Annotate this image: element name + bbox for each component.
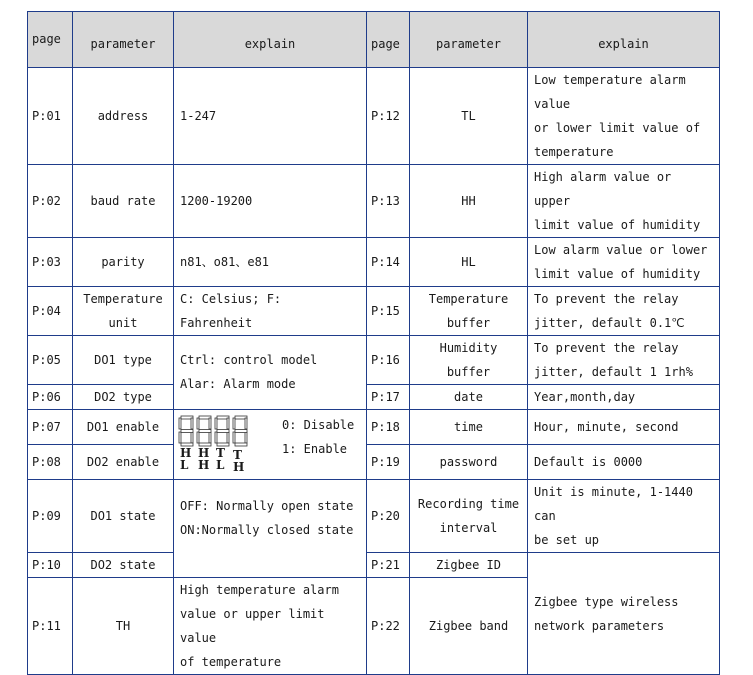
- lcd-letter: L: [180, 457, 189, 472]
- lcd-digit: [178, 415, 194, 447]
- explain-cell: [528, 480, 720, 553]
- explain-cell: 1-247: [174, 68, 367, 165]
- page-cell: P:04: [28, 287, 73, 336]
- page-cell: P:13: [367, 165, 410, 238]
- table-row: [28, 287, 720, 336]
- explain-line: network parameters: [534, 618, 665, 633]
- page-cell: P:06: [28, 385, 73, 410]
- header-explain-right: explain: [528, 12, 720, 68]
- explain-cell: [528, 336, 720, 385]
- page-cell: P:18: [367, 410, 410, 445]
- lcd-digit: [196, 415, 212, 447]
- param-cell: HH: [410, 165, 528, 238]
- explain-line: be set up: [534, 533, 600, 547]
- param-cell: date: [410, 385, 528, 410]
- table-row: [28, 68, 720, 165]
- param-cell: Zigbee band: [410, 578, 528, 675]
- explain-cell: [528, 238, 720, 287]
- explain-line: Unit is minute, 1-1440 can: [534, 485, 693, 523]
- param-cell: DO2 type: [73, 385, 174, 410]
- table-row: [28, 165, 720, 238]
- explain-line: Zigbee type wireless: [534, 594, 679, 609]
- page-cell: P:09: [28, 480, 73, 553]
- header-parameter: parameter: [73, 12, 174, 68]
- lcd-letter: T: [233, 447, 242, 462]
- page-cell: P:03: [28, 238, 73, 287]
- page-cell: P:08: [28, 445, 73, 480]
- table-row: [28, 410, 720, 445]
- page-cell: P:16: [367, 336, 410, 385]
- explain-line: Ctrl: control model: [180, 353, 318, 367]
- param-cell: baud rate: [73, 165, 174, 238]
- param-cell: DO2 enable: [73, 445, 174, 480]
- parameter-table: [27, 11, 720, 675]
- table-row: [28, 336, 720, 385]
- param-cell: time: [410, 410, 528, 445]
- page-cell: P:21: [367, 553, 410, 578]
- explain-line: Low temperature alarm value: [534, 73, 686, 111]
- param-cell: HL: [410, 238, 528, 287]
- param-cell: TH: [73, 578, 174, 675]
- table-row: [28, 480, 720, 553]
- param-line: Recording time: [417, 497, 520, 511]
- explain-cell: [174, 410, 367, 480]
- param-line: interval: [439, 521, 498, 535]
- header-row: [28, 12, 720, 68]
- lcd-letter: T: [216, 445, 225, 460]
- explain-line: Low alarm value or lower: [534, 243, 708, 257]
- lcd-display: [178, 413, 258, 474]
- lcd-letter: H: [198, 445, 210, 460]
- explain-line: of temperature: [180, 655, 282, 669]
- page-cell: P:14: [367, 238, 410, 287]
- page-cell: P:15: [367, 287, 410, 336]
- page-cell: P:17: [367, 385, 410, 410]
- explain-cell: [528, 165, 720, 238]
- explain-cell: Year,month,day: [528, 385, 720, 410]
- table-row: [28, 445, 720, 480]
- header-page: page: [28, 12, 73, 68]
- table-row: [28, 385, 720, 410]
- page-cell: P:20: [367, 480, 410, 553]
- param-cell: [410, 287, 528, 336]
- explain-line: value or upper limit value: [180, 607, 325, 645]
- page-cell: P:11: [28, 578, 73, 675]
- explain-line: jitter, default 0.1℃: [534, 316, 685, 330]
- lcd-digit: [232, 415, 248, 447]
- explain-line: temperature: [534, 145, 614, 159]
- explain-cell: 1200-19200: [174, 165, 367, 238]
- lcd-letter: H: [180, 445, 192, 460]
- param-cell: DO1 state: [73, 480, 174, 553]
- page-cell: P:22: [367, 578, 410, 675]
- page-cell: P:10: [28, 553, 73, 578]
- explain-line: jitter, default 1 1rh%: [534, 365, 693, 379]
- lcd-letter: L: [216, 457, 225, 472]
- param-line: unit: [108, 316, 138, 330]
- header-page-right: page: [367, 12, 410, 68]
- explain-line: High alarm value or upper: [534, 170, 672, 208]
- param-cell: password: [410, 445, 528, 480]
- page-cell: P:07: [28, 410, 73, 445]
- param-line: Temperature: [83, 292, 163, 306]
- explain-cell: Default is 0000: [528, 445, 720, 480]
- param-cell: parity: [73, 238, 174, 287]
- table-row: [28, 553, 720, 578]
- enable-option-enable: 1: Enable: [282, 441, 348, 456]
- param-cell: DO1 type: [73, 336, 174, 385]
- param-cell: DO1 enable: [73, 410, 174, 445]
- header-parameter-right: parameter: [410, 12, 528, 68]
- explain-line: To prevent the relay: [534, 341, 679, 355]
- page-cell: P:01: [28, 68, 73, 165]
- explain-cell: [174, 480, 367, 578]
- page-cell: P:12: [367, 68, 410, 165]
- explain-line: High temperature alarm: [180, 583, 339, 597]
- explain-cell: [174, 336, 367, 410]
- explain-line: limit value of humidity: [534, 218, 701, 232]
- explain-cell: C: Celsius; F: Fahrenheit: [174, 287, 367, 336]
- param-cell: [73, 287, 174, 336]
- explain-cell: [528, 553, 720, 675]
- explain-line: or lower limit value of: [534, 121, 701, 135]
- param-line: buffer: [446, 316, 491, 330]
- param-cell: address: [73, 68, 174, 165]
- lcd-letter: H: [198, 457, 210, 472]
- param-cell: Zigbee ID: [410, 553, 528, 578]
- explain-cell: [174, 578, 367, 675]
- page-cell: P:02: [28, 165, 73, 238]
- explain-line: Alar: Alarm mode: [180, 377, 296, 391]
- header-explain: explain: [174, 12, 367, 68]
- lcd-letter: H: [233, 459, 245, 474]
- param-line: Temperature: [428, 292, 509, 306]
- enable-option-disable: 0: Disable: [282, 417, 355, 432]
- page-cell: P:19: [367, 445, 410, 480]
- lcd-digit: [214, 415, 230, 447]
- explain-line: OFF: Normally open state: [180, 499, 354, 513]
- explain-line: limit value of humidity: [534, 267, 701, 281]
- explain-cell: n81、o81、e81: [174, 238, 367, 287]
- param-cell: TL: [410, 68, 528, 165]
- explain-cell: Hour, minute, second: [528, 410, 720, 445]
- explain-cell: [528, 287, 720, 336]
- table-row: [28, 238, 720, 287]
- explain-line: ON:Normally closed state: [180, 523, 354, 537]
- param-cell: [410, 480, 528, 553]
- explain-line: To prevent the relay: [534, 292, 679, 306]
- explain-cell: [528, 68, 720, 165]
- param-cell: Humidity buffer: [410, 336, 528, 385]
- param-cell: DO2 state: [73, 553, 174, 578]
- page-cell: P:05: [28, 336, 73, 385]
